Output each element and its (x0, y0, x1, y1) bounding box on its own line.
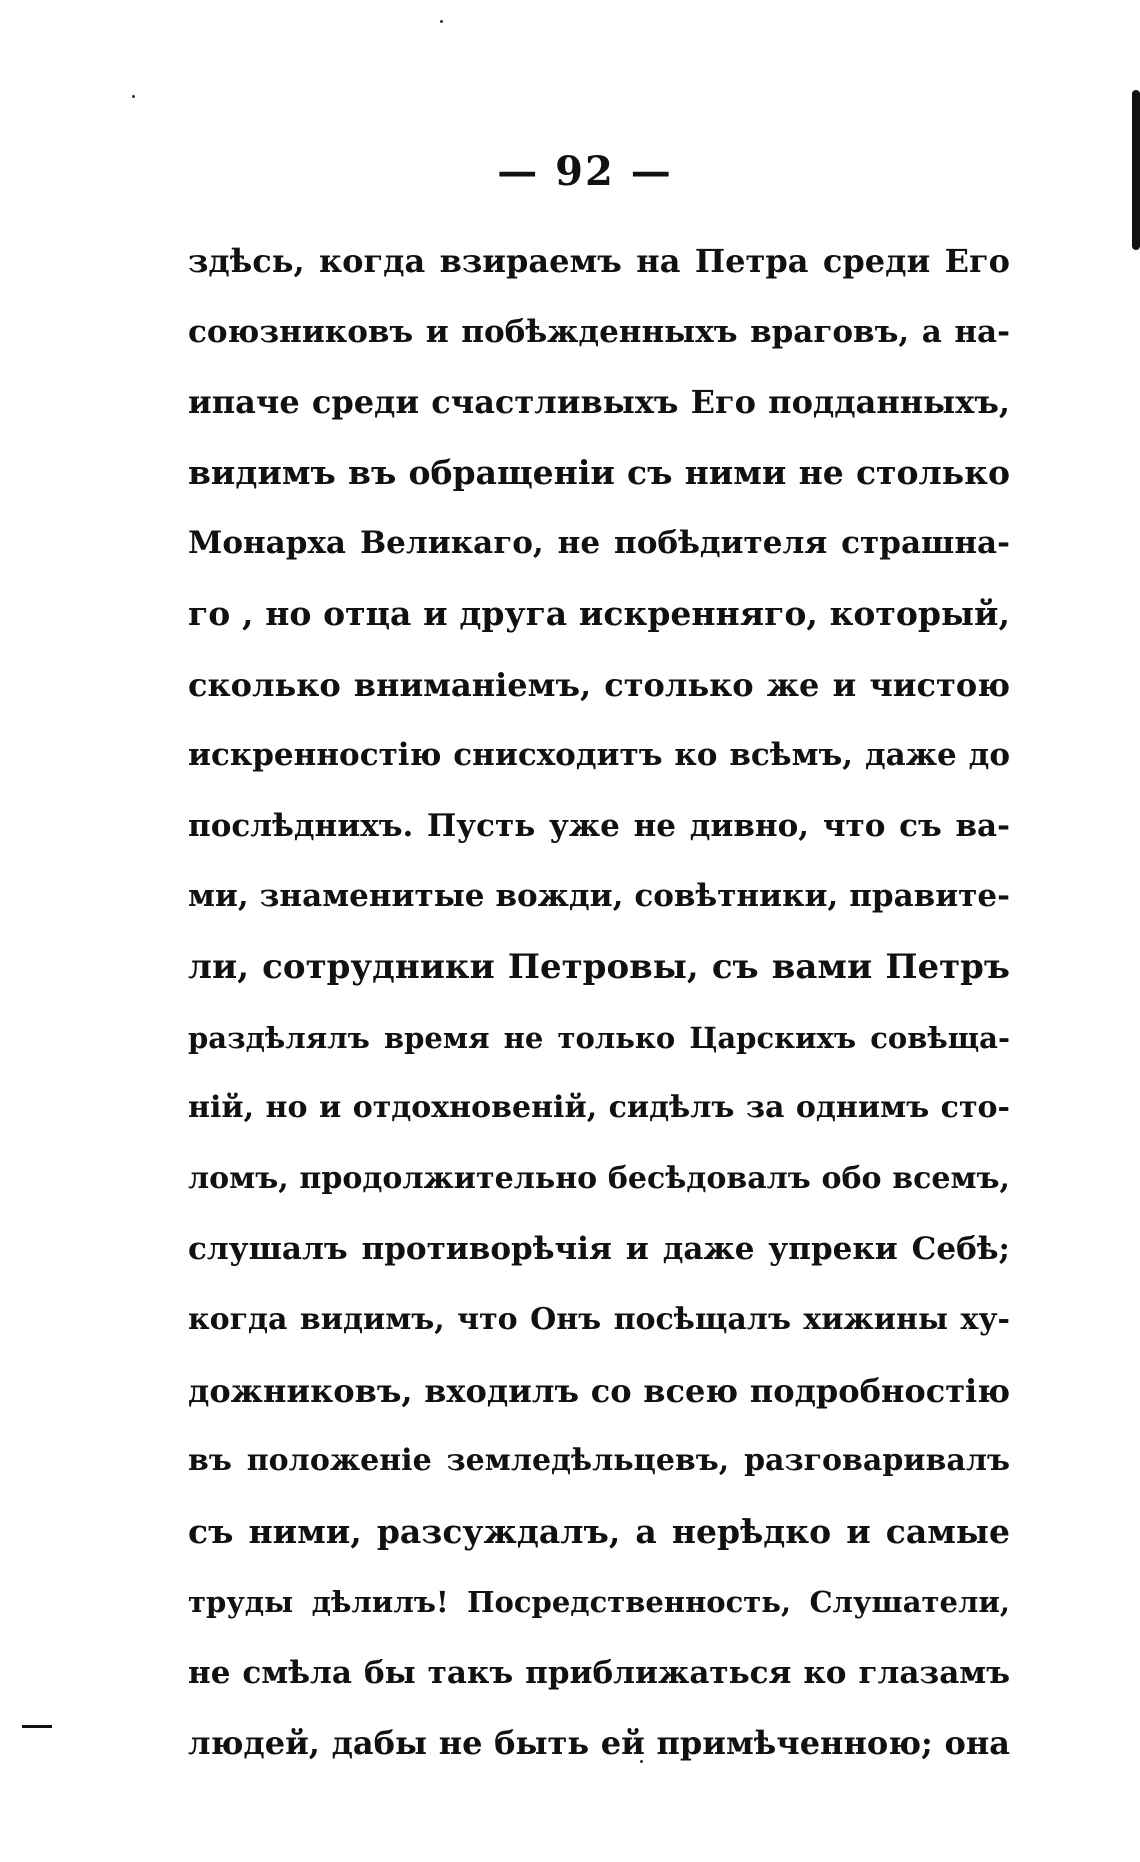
text-line: людей, дабы не быть ей примѣченною; она (188, 1724, 1010, 1763)
text-line: раздѣлялъ время не только Царскихъ совѣща- (188, 1020, 1010, 1055)
text-line: видимъ въ обращеніи съ ними не столько (188, 452, 1010, 492)
text-line: когда видимъ, что Онъ посѣщалъ хижины ху- (188, 1301, 1010, 1337)
print-speck (132, 95, 135, 98)
text-line: ли, сотрудники Петровы, съ вами Петръ (188, 946, 1010, 987)
text-line: здѣсь, когда взираемъ на Петра среди Его (188, 242, 1010, 280)
margin-mark (22, 1725, 52, 1728)
page-number: — 92 — (497, 148, 673, 195)
text-line: послѣднихъ. Пусть уже не дивно, что съ ва- (188, 807, 1010, 844)
text-line: ми, знаменитые вожди, совѣтники, правите- (188, 878, 1010, 915)
print-speck (440, 20, 443, 23)
text-line: сколько вниманіемъ, столько же и чистою (188, 665, 1010, 704)
text-line: съ ними, разсуждалъ, а нерѣдко и самые (188, 1511, 1010, 1551)
body-text (188, 226, 1010, 1779)
text-line: ній, но и отдохновеній, сидѣлъ за однимъ сто- (188, 1090, 1010, 1126)
text-line: ипаче среди счастливыхъ Его подданныхъ, (188, 383, 1010, 422)
text-line: союзниковъ и побѣжденныхъ враговъ, а на- (188, 313, 1010, 350)
text-line: не смѣла бы такъ приближаться ко глазамъ (188, 1654, 1010, 1691)
text-line: Монарха Великаго, не побѣдителя страшна- (188, 525, 1010, 562)
text-line: труды дѣлилъ! Посредственность, Слушатели, (188, 1585, 1010, 1620)
text-line: слушалъ противорѣчія и даже упреки Себѣ; (188, 1231, 1010, 1268)
text-line: ломъ, продолжительно бесѣдовалъ обо всемъ, (188, 1160, 1010, 1196)
text-line: го , но отца и друга искренняго, который, (188, 593, 1010, 633)
text-line: дожниковъ, входилъ со всею подробностію (188, 1371, 1010, 1410)
text-line: искренностію снисходитъ ко всѣмъ, даже до (188, 737, 1010, 774)
text-line: въ положеніе земледѣльцевъ, разговаривалъ (188, 1443, 1010, 1479)
